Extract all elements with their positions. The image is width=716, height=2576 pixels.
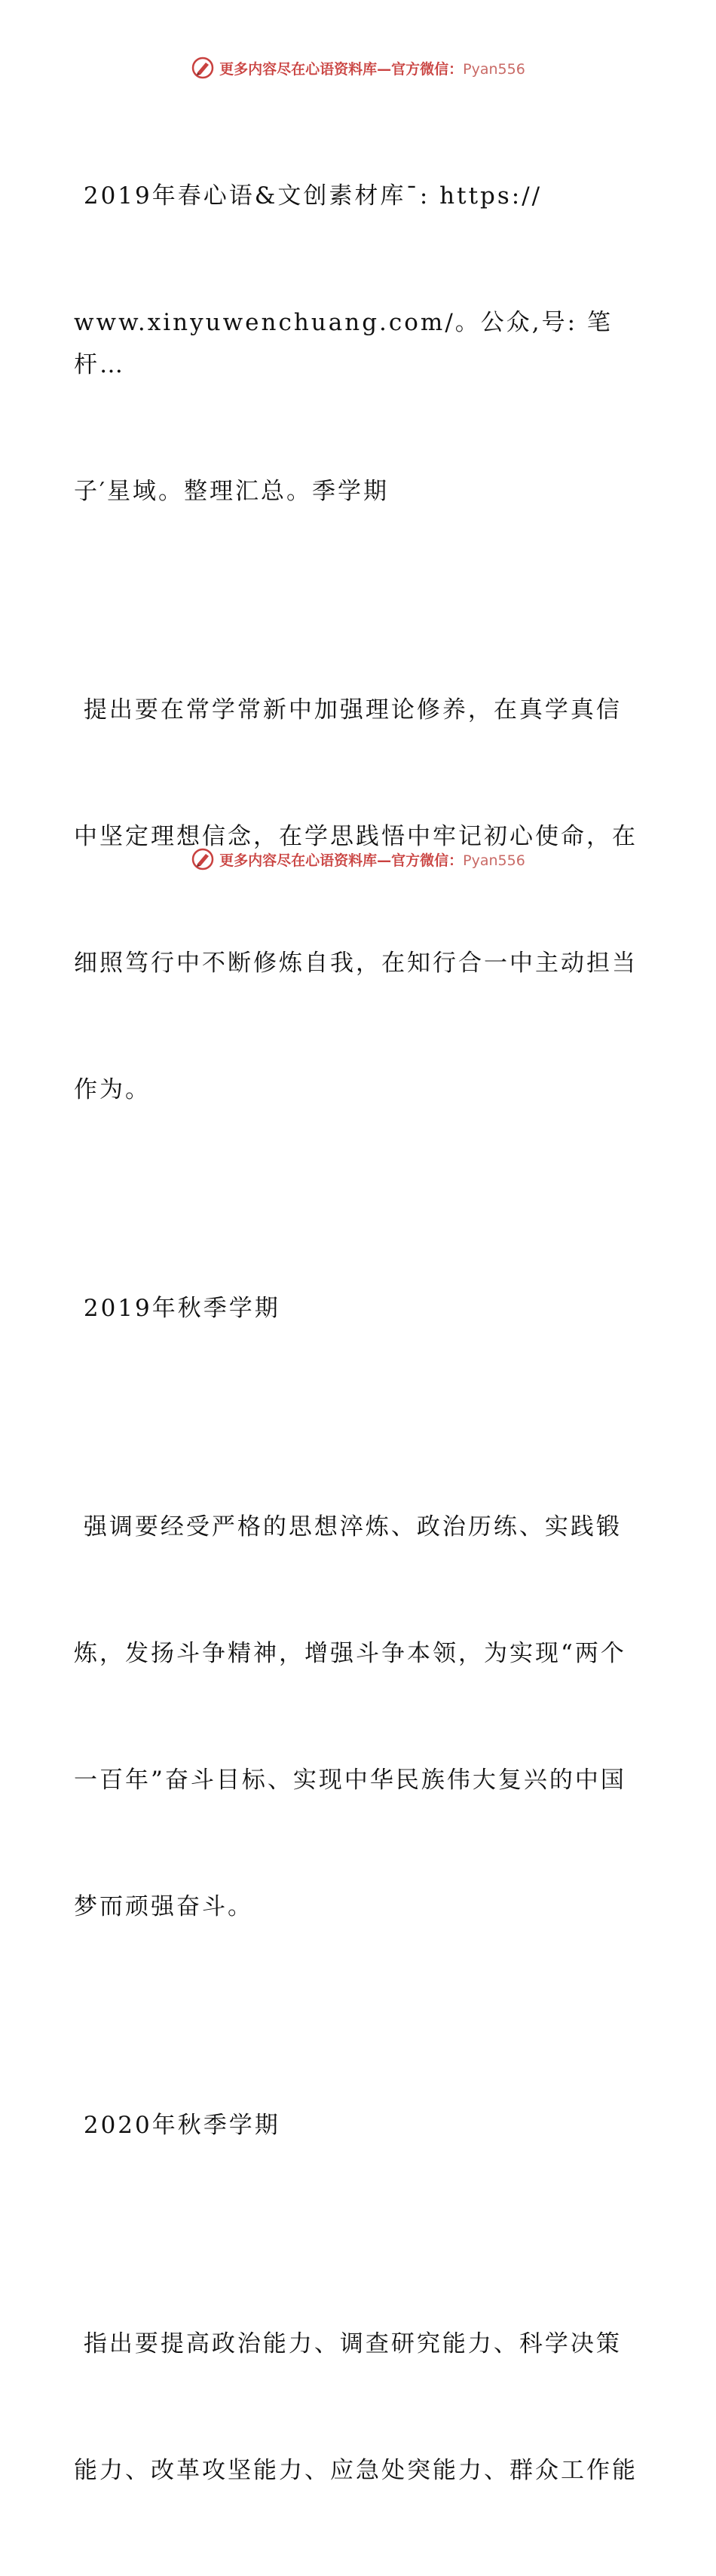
- text-line: 提出要在常学常新中加强理论修养，在真学真信: [74, 696, 622, 724]
- paragraph-autumn-2020: [74, 2238, 647, 2576]
- paragraph-intro: [74, 90, 647, 597]
- text-line: 能力、改革攻坚能力、应急处突能力、群众工作能: [74, 2457, 638, 2484]
- text-line: 梦而顽强奋斗。: [74, 1893, 253, 1920]
- text-line: 2019年春心语&文创素材库¯: https://: [74, 182, 543, 210]
- header-watermark-banner: [0, 54, 716, 81]
- text-line: 子′星域。整理汇总。季学期: [74, 478, 390, 505]
- text-line: 炼，发扬斗争精神，增强斗争本领，为实现“两个: [74, 1640, 626, 1667]
- footer-watermark-label: 更多内容尽在心语资料库—官方微信：: [219, 852, 464, 869]
- text-line: 2020年秋季学期: [74, 2112, 280, 2139]
- paragraph-spring-2019: [74, 604, 647, 1195]
- heading-autumn-2019: [74, 1203, 647, 1414]
- footer-watermark-text: [219, 849, 525, 870]
- header-watermark-label: 更多内容尽在心语资料库—官方微信：: [219, 60, 464, 78]
- header-watermark-text: [219, 58, 525, 78]
- document-body: [74, 90, 647, 2576]
- footer-watermark-banner: [0, 846, 716, 873]
- text-line: 细照笃行中不断修炼自我，在知行合一中主动担当: [74, 950, 638, 977]
- text-line: www.xinyuwenchuang.com/。公众,号: 笔杆…: [74, 309, 613, 378]
- text-line: 指出要提高政治能力、调查研究能力、科学决策: [74, 2330, 622, 2357]
- footer-watermark-handle: Pyan556: [463, 852, 525, 869]
- text-line: 2019年秋季学期: [74, 1295, 280, 1322]
- pen-logo-icon: [191, 847, 215, 871]
- paragraph-autumn-2019: [74, 1421, 647, 2012]
- text-line: 作为。: [74, 1076, 151, 1103]
- text-line: 中坚定理想信念，在学思践悟中牢记初心使命，在: [74, 823, 638, 850]
- heading-autumn-2020: [74, 2020, 647, 2231]
- pen-logo-icon: [191, 56, 215, 80]
- text-line: 强调要经受严格的思想淬炼、政治历练、实践锻: [74, 1513, 622, 1540]
- header-watermark-handle: Pyan556: [463, 60, 525, 78]
- text-line: 一百年”奋斗目标、实现中华民族伟大复兴的中国: [74, 1767, 626, 1794]
